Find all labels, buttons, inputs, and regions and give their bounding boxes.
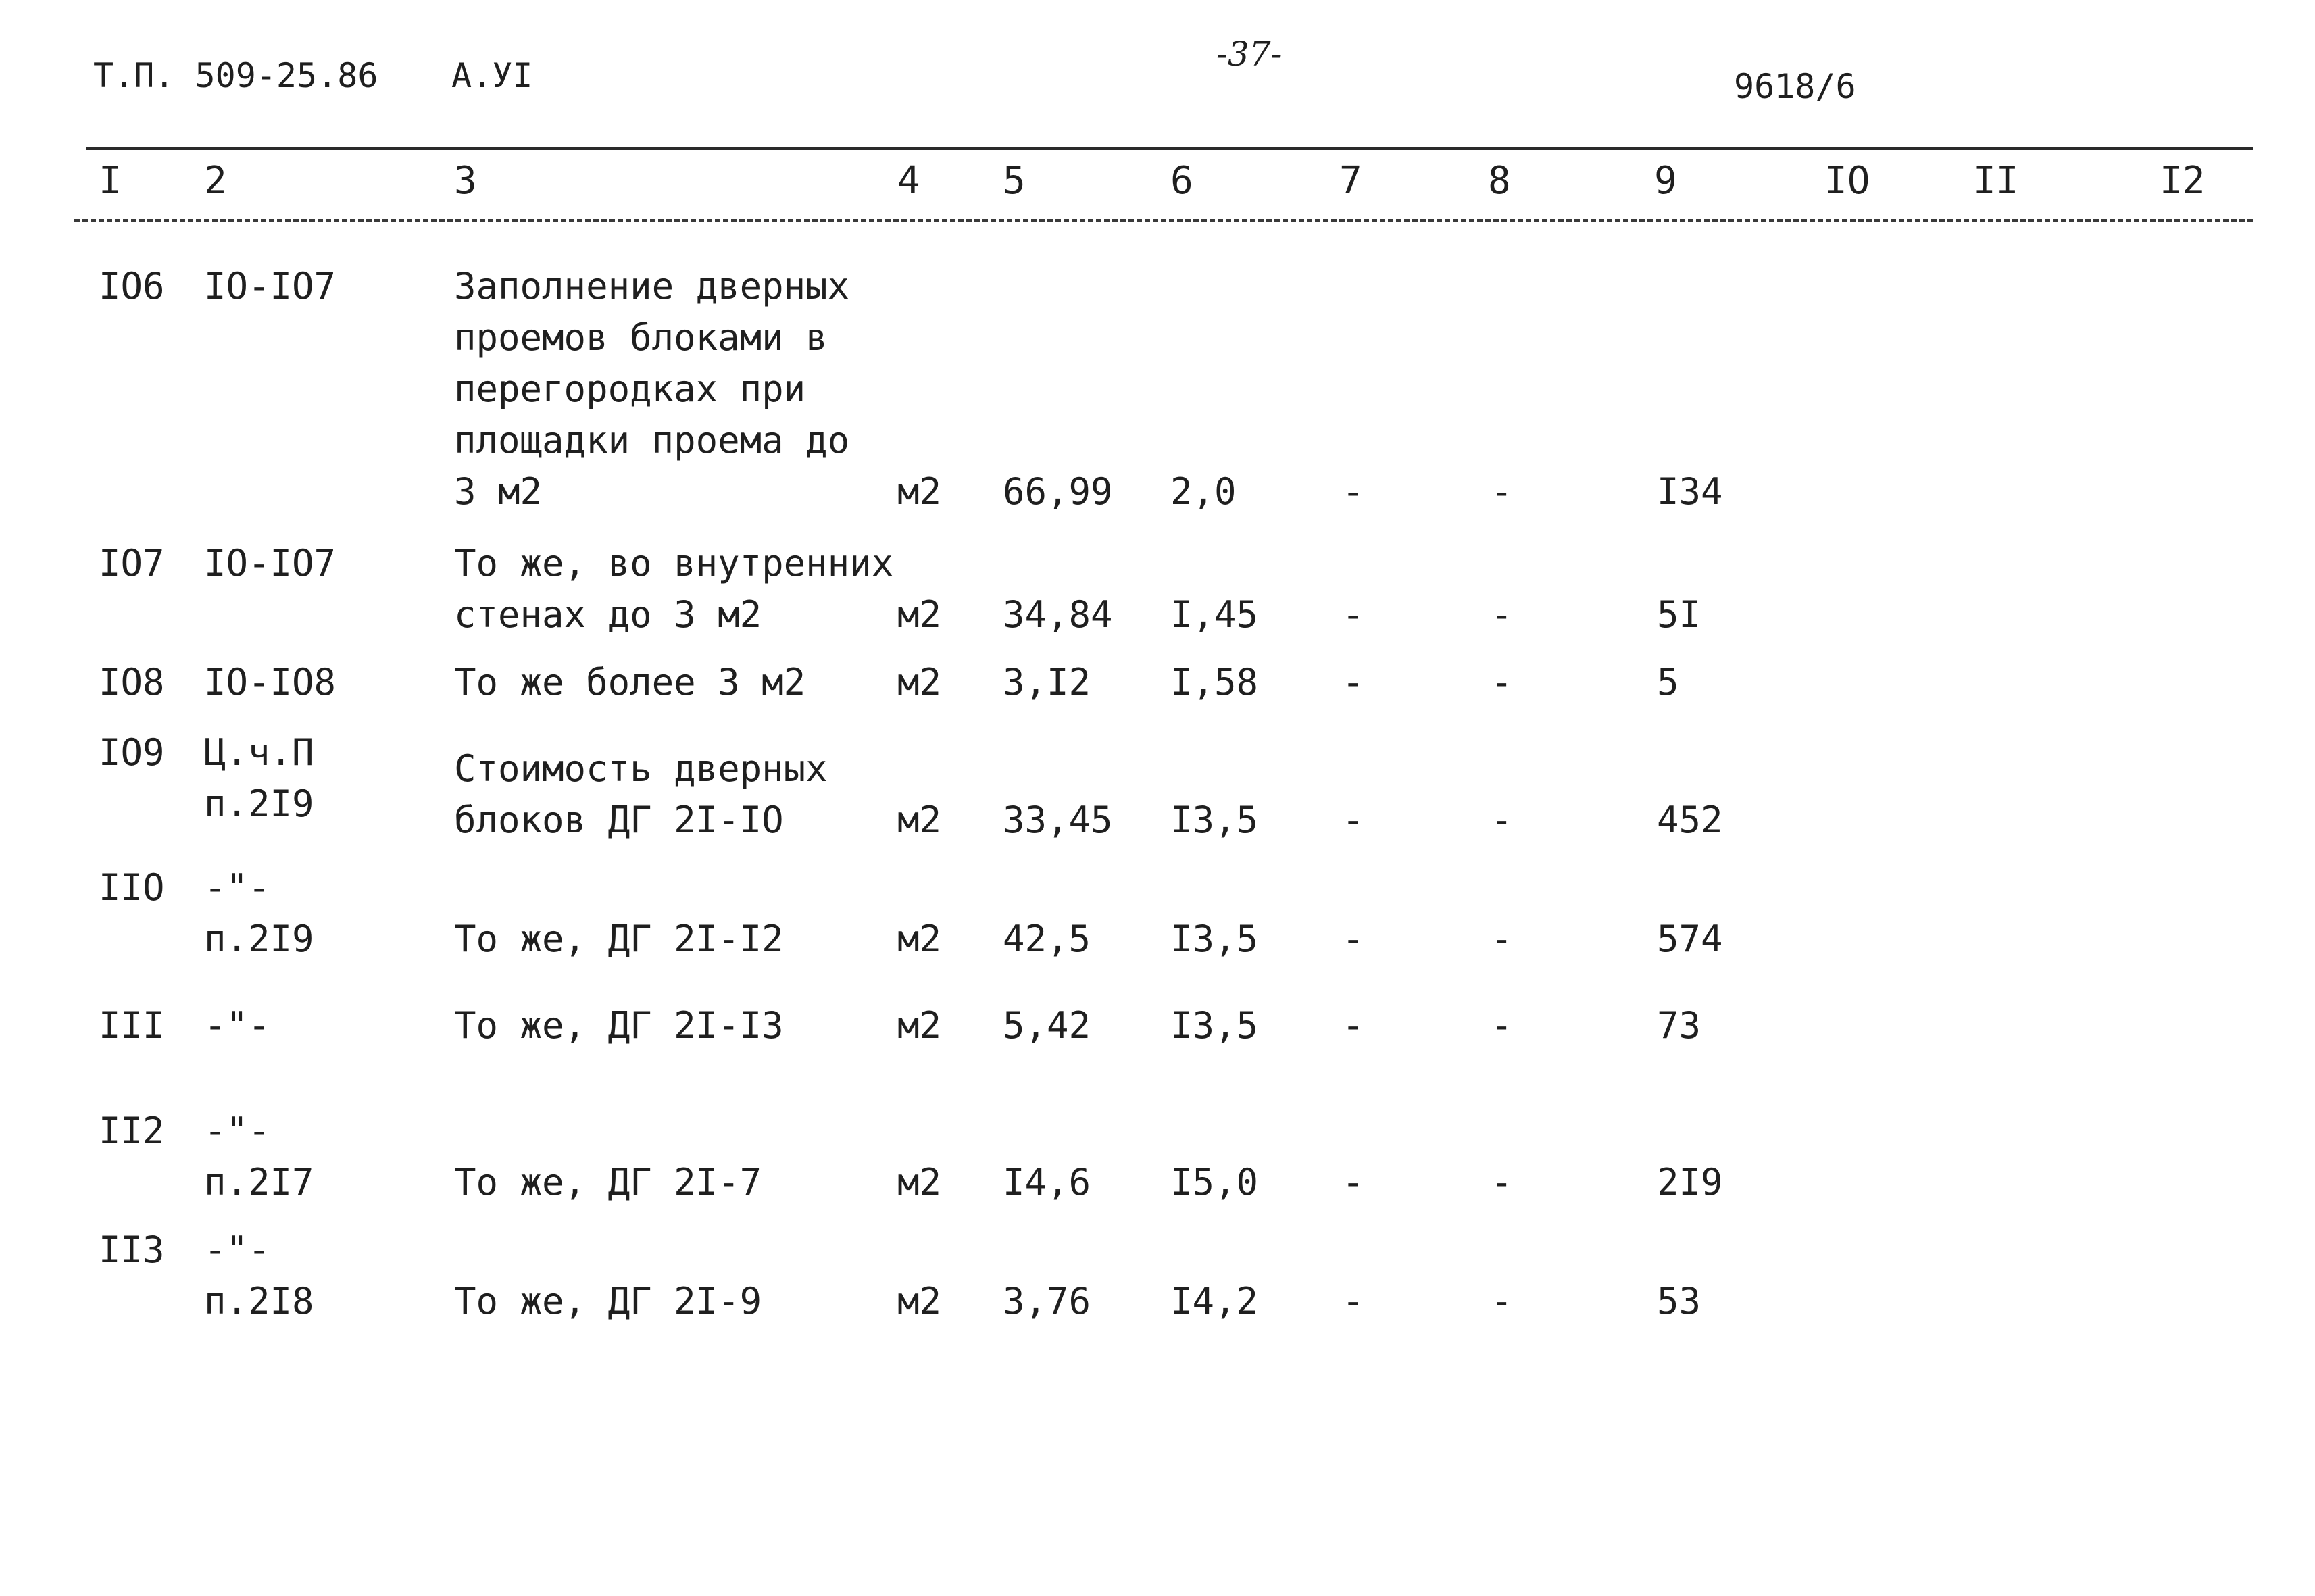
- unit-price: I4,2: [1170, 1280, 1259, 1322]
- column-header-9: 9: [1654, 159, 1677, 203]
- column-header-12: I2: [2160, 159, 2206, 203]
- row-number: II3: [99, 1228, 165, 1271]
- column-7-value: -: [1342, 593, 1364, 636]
- unit-price: I3,5: [1170, 1004, 1259, 1047]
- total-cost: 53: [1657, 1280, 1701, 1322]
- column-8-value: -: [1491, 1004, 1513, 1047]
- unit-price: 2,0: [1170, 470, 1237, 513]
- description-line: стенах до 3 м2: [454, 593, 762, 636]
- unit-price: I,58: [1170, 661, 1259, 703]
- column-7-value: -: [1342, 1004, 1364, 1047]
- quantity: 33,45: [1003, 799, 1113, 841]
- quantity: 5,42: [1003, 1004, 1091, 1047]
- norm-code: [204, 1224, 314, 1327]
- row-number: IO7: [99, 542, 165, 584]
- row-number: IIO: [99, 866, 165, 909]
- unit: м2: [897, 1280, 942, 1322]
- norm-code-line: п.2I8: [204, 1280, 314, 1322]
- description-line: площадки проема до: [454, 419, 850, 462]
- norm-code-line: -"-: [204, 1228, 270, 1271]
- description-line: проемов блоками в: [454, 316, 828, 359]
- norm-code-line: IO-IO7: [204, 542, 337, 584]
- unit: м2: [897, 1161, 942, 1203]
- header-top-rule: [86, 147, 2253, 150]
- description-line: То же более 3 м2: [454, 661, 806, 703]
- description-line: Стоимость дверных: [454, 747, 828, 790]
- column-header-4: 4: [897, 159, 920, 203]
- row-number: III: [99, 1004, 165, 1047]
- row-number: IO9: [99, 731, 165, 774]
- norm-code-line: п.2I9: [204, 782, 314, 825]
- column-7-value: -: [1342, 470, 1364, 513]
- work-description: [454, 1157, 762, 1208]
- column-header-6: 6: [1170, 159, 1193, 203]
- norm-code: [204, 538, 336, 589]
- quantity: 34,84: [1003, 593, 1113, 636]
- column-header-5: 5: [1003, 159, 1026, 203]
- column-header-1: I: [99, 159, 122, 203]
- total-cost: 452: [1657, 799, 1723, 841]
- sheet-reference: 9618/6: [1734, 67, 1856, 106]
- unit: м2: [897, 593, 942, 636]
- column-8-value: -: [1491, 1280, 1513, 1322]
- column-header-7: 7: [1339, 159, 1362, 203]
- column-header-10: IO: [1824, 159, 1870, 203]
- unit: м2: [897, 661, 942, 703]
- total-cost: 574: [1657, 918, 1723, 960]
- norm-code: [204, 261, 336, 312]
- quantity: I4,6: [1003, 1161, 1091, 1203]
- norm-code: [204, 657, 336, 708]
- row-number: II2: [99, 1109, 165, 1152]
- column-8-value: -: [1491, 470, 1513, 513]
- column-header-8: 8: [1488, 159, 1511, 203]
- column-header-3: 3: [454, 159, 477, 203]
- column-7-value: -: [1342, 661, 1364, 703]
- description-line: 3 м2: [454, 470, 543, 513]
- norm-code-line: IO-IO7: [204, 265, 337, 307]
- unit-price: I3,5: [1170, 918, 1259, 960]
- unit: м2: [897, 918, 942, 960]
- column-8-value: -: [1491, 593, 1513, 636]
- row-number: IO6: [99, 265, 165, 307]
- doc-code: Т.П. 509-25.86: [93, 56, 378, 95]
- total-cost: 73: [1657, 1004, 1701, 1047]
- unit-price: I3,5: [1170, 799, 1259, 841]
- work-description: [454, 743, 828, 846]
- column-8-value: -: [1491, 799, 1513, 841]
- page-number: -37-: [1216, 34, 1283, 74]
- column-8-value: -: [1491, 1161, 1513, 1203]
- quantity: 66,99: [1003, 470, 1113, 513]
- quantity: 3,I2: [1003, 661, 1091, 703]
- total-cost: I34: [1657, 470, 1723, 513]
- header-bottom-rule: [74, 219, 2253, 222]
- work-description: [454, 1000, 784, 1051]
- unit-price: I5,0: [1170, 1161, 1259, 1203]
- column-7-value: -: [1342, 1280, 1364, 1322]
- norm-code: [204, 862, 314, 965]
- unit: м2: [897, 1004, 942, 1047]
- description-line: То же, ДГ 2I-7: [454, 1161, 762, 1203]
- total-cost: 5: [1657, 661, 1679, 703]
- description-line: То же, ДГ 2I-9: [454, 1280, 762, 1322]
- norm-code: [204, 1105, 314, 1208]
- quantity: 42,5: [1003, 918, 1091, 960]
- description-line: То же, во внутренних: [454, 542, 894, 584]
- unit: м2: [897, 799, 942, 841]
- unit: м2: [897, 470, 942, 513]
- column-8-value: -: [1491, 918, 1513, 960]
- column-8-value: -: [1491, 661, 1513, 703]
- norm-code: [204, 727, 314, 830]
- description-line: То же, ДГ 2I-I2: [454, 918, 784, 960]
- norm-code-line: IO-IO8: [204, 661, 337, 703]
- work-description: [454, 657, 805, 708]
- quantity: 3,76: [1003, 1280, 1091, 1322]
- description-line: Заполнение дверных: [454, 265, 850, 307]
- row-number: IO8: [99, 661, 165, 703]
- total-cost: 2I9: [1657, 1161, 1723, 1203]
- norm-code-line: п.2I7: [204, 1161, 314, 1203]
- total-cost: 5I: [1657, 593, 1701, 636]
- column-7-value: -: [1342, 918, 1364, 960]
- description-line: То же, ДГ 2I-I3: [454, 1004, 784, 1047]
- work-description: [454, 261, 849, 518]
- column-header-2: 2: [204, 159, 227, 203]
- description-line: блоков ДГ 2I-IO: [454, 799, 784, 841]
- unit-price: I,45: [1170, 593, 1259, 636]
- column-header-11: II: [1973, 159, 2019, 203]
- work-description: [454, 914, 784, 965]
- column-7-value: -: [1342, 1161, 1364, 1203]
- album-label: А.УI: [451, 56, 533, 95]
- norm-code-line: п.2I9: [204, 918, 314, 960]
- description-line: перегородках при: [454, 368, 806, 410]
- norm-code-line: -"-: [204, 866, 270, 909]
- work-description: [454, 1276, 762, 1327]
- work-description: [454, 538, 893, 641]
- norm-code-line: -"-: [204, 1004, 270, 1047]
- norm-code: [204, 1000, 270, 1051]
- norm-code-line: -"-: [204, 1109, 270, 1152]
- norm-code-line: Ц.ч.П: [204, 731, 314, 774]
- column-7-value: -: [1342, 799, 1364, 841]
